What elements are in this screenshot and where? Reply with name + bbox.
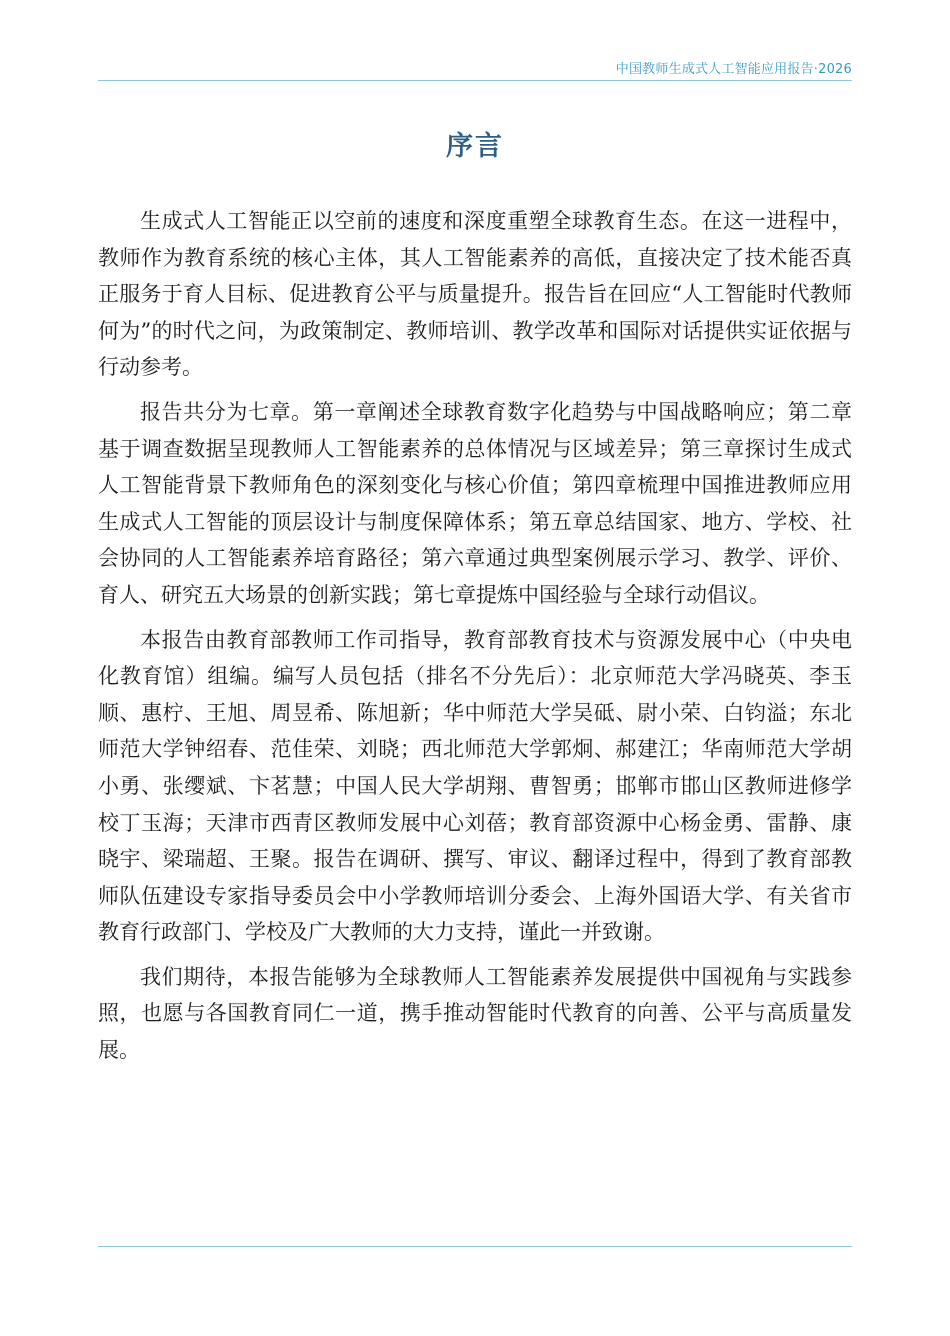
page-title: 序言 <box>446 131 504 162</box>
paragraph-intro: 生成式人工智能正以空前的速度和深度重塑全球教育生态。在这一进程中，教师作为教育系统的核心主体，其人工智能素养的高低，直接决定了技术能否真正服务于育人目标、促进教育公平与质量提升。报告旨在回应“人工智能时代教师何为”的时代之问，为政策制定、教师培训、教学改革和国际对话提供实证依据与行动参考。 <box>98 209 852 380</box>
running-header: 中国教师生成式人工智能应用报告·2026 <box>615 62 852 77</box>
footer-divider <box>98 1246 852 1247</box>
header-divider <box>98 80 852 81</box>
paragraph-closing: 我们期待，本报告能够为全球教师人工智能素养发展提供中国视角与实践参照，也愿与各国教育同仁一道，携手推动智能时代教育的向善、公平与高质量发展。 <box>98 964 852 1063</box>
paragraph-authors: 本报告由教育部教师工作司指导，教育部教育技术与资源发展中心（中央电化教育馆）组编。编写人员包括（排名不分先后）：北京师范大学冯晓英、李玉顺、惠柠、王旭、周昱希、陈旭新；华中师范大学吴砥、尉小荣、白钧溢；东北师范大学钟绍春、范佳荣、刘晓；西北师范大学郭炯、郝建江；华南师范大学胡小勇、张缨斌、卞茗慧；中国人民大学胡翔、曹智勇；邯郸市邯山区教师进修学校丁玉海；天津市西青区教师发展中心刘蓓；教育部资源中心杨金勇、雷静、康晓宇、梁瑞超、王聚。报告在调研、撰写、审议、翻译过程中，得到了教育部教师队伍建设专家指导委员会中小学教师培训分委会、上海外国语大学、有关省市教育行政部门、学校及广大教师的大力支持，谨此一并致谢。 <box>98 627 852 945</box>
paragraph-chapters: 报告共分为七章。第一章阐述全球教育数字化趋势与中国战略响应；第二章基于调查数据呈现教师人工智能素养的总体情况与区域差异；第三章探讨生成式人工智能背景下教师角色的深刻变化与核心价值；第四章梳理中国推进教师应用生成式人工智能的顶层设计与制度保障体系；第五章总结国家、地方、学校、社会协同的人工智能素养培育路径；第六章通过典型案例展示学习、教学、评价、育人、研究五大场景的创新实践；第七章提炼中国经验与全球行动倡议。 <box>98 399 852 607</box>
preface-body <box>98 203 852 1077</box>
